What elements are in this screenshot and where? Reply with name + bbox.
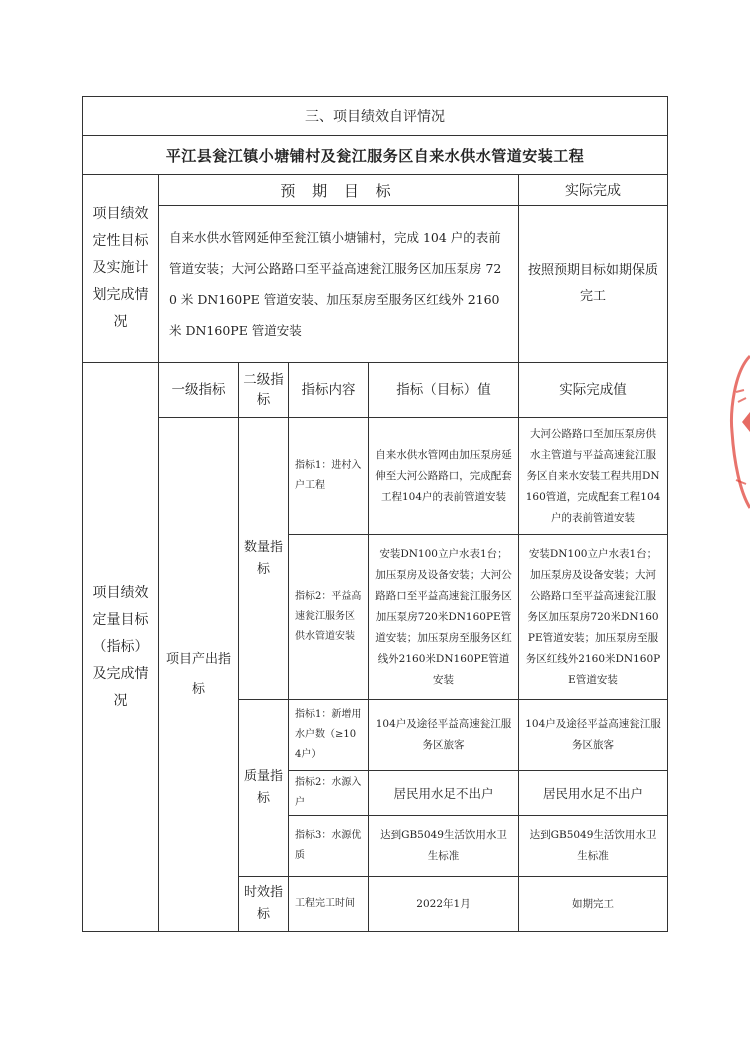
seal-stamp-fragment (722, 352, 750, 512)
table-row-actual: 大河公路路口至加压泵房供水主管道与平益高速瓮江服务区自来水安装工程共用DN160管道，完成配套工程104户的表前管道安装 (519, 418, 668, 535)
table-row-content: 工程完工时间 (289, 877, 369, 932)
table-row-target: 居民用水足不出户 (369, 771, 519, 816)
header-level1: 一级指标 (159, 363, 239, 418)
qualitative-label: 项目绩效定性目标及实施计划完成情况 (83, 175, 159, 363)
table-row-actual: 104户及途径平益高速瓮江服务区旅客 (519, 700, 668, 771)
header-actual: 实际完成值 (519, 363, 668, 418)
header-content: 指标内容 (289, 363, 369, 418)
table-row-target: 安装DN100立户水表1台；加压泵房及设备安装；大河公路路口至平益高速瓮江服务区加压泵房720米DN160PE管道安装；加压泵房至服务区红线外2160米DN160PE管道安装 (369, 535, 519, 700)
table-row-actual: 达到GB5049生活饮用水卫生标准 (519, 816, 668, 877)
header-target: 指标（目标）值 (369, 363, 519, 418)
table-row-actual: 居民用水足不出户 (519, 771, 668, 816)
expected-goal-text: 自来水供水管网延伸至瓮江镇小塘铺村，完成 104 户的表前管道安装；大河公路路口至平益高速瓮江服务区加压泵房 720 米 DN160PE 管道安装、加压泵房至服务区红线外 2160 米 DN160PE 管道安装 (159, 206, 519, 363)
actual-completion-text: 按照预期目标如期保质完工 (519, 206, 668, 363)
actual-completion-header: 实际完成 (519, 175, 668, 206)
table-row-target: 自来水供水管网由加压泵房延伸至大河公路路口，完成配套工程104户的表前管道安装 (369, 418, 519, 535)
table-row-content: 指标2：平益高速瓮江服务区供水管道安装 (289, 535, 369, 700)
table-row-content: 指标3：水源优质 (289, 816, 369, 877)
project-title: 平江县瓮江镇小塘铺村及瓮江服务区自来水供水管道安装工程 (83, 136, 668, 175)
quantitative-label: 项目绩效定量目标（指标）及完成情况 (83, 363, 159, 932)
group-quality: 质量指标 (239, 700, 289, 877)
section-title: 三、项目绩效自评情况 (83, 97, 668, 136)
expected-goal-header: 预 期 目 标 (159, 175, 519, 206)
table-row-target: 104户及途径平益高速瓮江服务区旅客 (369, 700, 519, 771)
table-row-actual: 安装DN100立户水表1台；加压泵房及设备安装；大河公路路口至平益高速瓮江服务区加压泵房720米DN160PE管道安装；加压泵房至服务区红线外2160米DN160PE管道安装 (519, 535, 668, 700)
table-row-content: 指标1：进村入户工程 (289, 418, 369, 535)
table-row-content: 指标2：水源入户 (289, 771, 369, 816)
table-row-target: 达到GB5049生活饮用水卫生标准 (369, 816, 519, 877)
performance-table (82, 96, 668, 932)
table-row-content: 指标1：新增用水户数（≥104户） (289, 700, 369, 771)
header-level2: 二级指标 (239, 363, 289, 418)
level1-output-indicator: 项目产出指标 (159, 418, 239, 932)
table-row-target: 2022年1月 (369, 877, 519, 932)
table-row-actual: 如期完工 (519, 877, 668, 932)
group-quantity: 数量指标 (239, 418, 289, 700)
group-timeliness: 时效指标 (239, 877, 289, 932)
